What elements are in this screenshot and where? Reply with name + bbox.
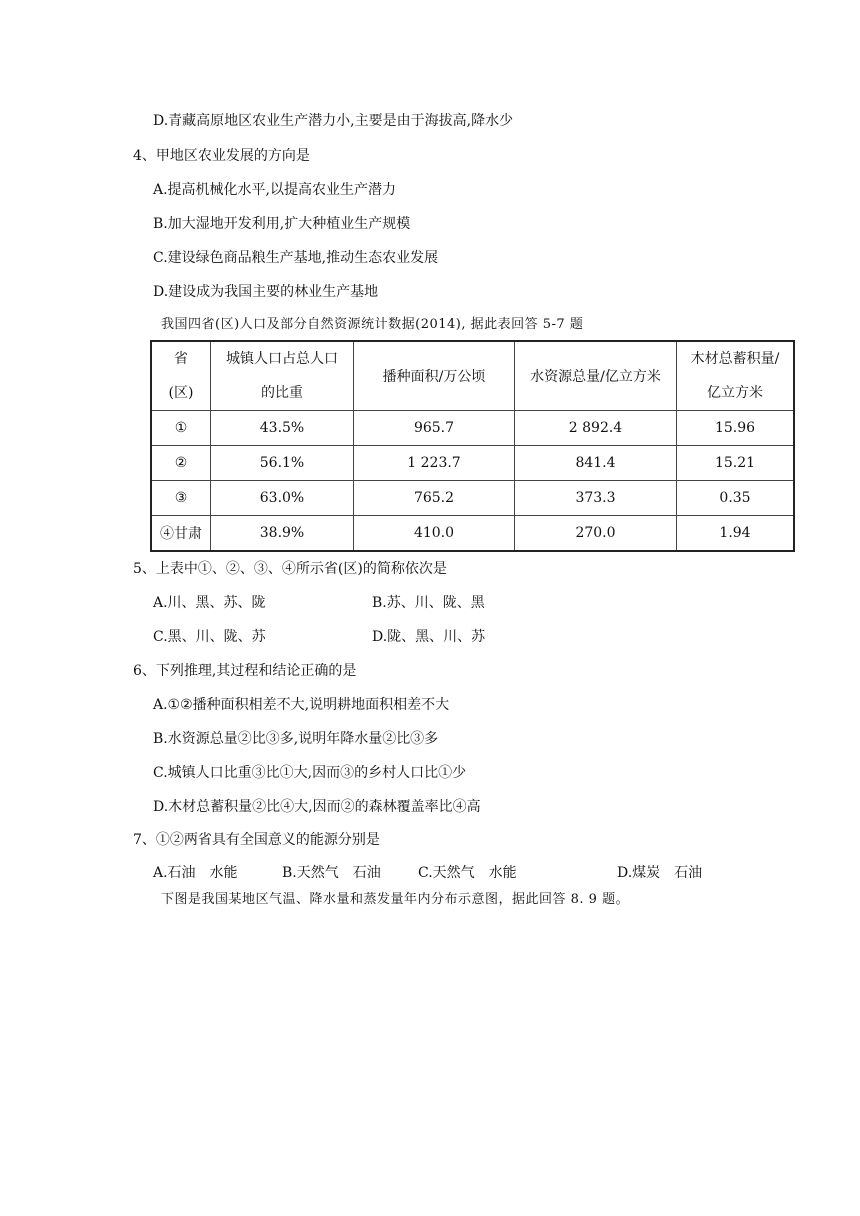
header-urban-line2: 的比重 (261, 385, 303, 401)
table-caption: 我国四省(区)人口及部分自然资源统计数据(2014), 据此表回答 5-7 题 (161, 317, 584, 332)
header-province (151, 341, 211, 411)
q4-option-d: D.建设成为我国主要的林业生产基地 (153, 284, 379, 300)
q7-option-c: C.天然气 水能 (418, 865, 517, 881)
cell-urban: 63.0% (211, 481, 354, 516)
header-water-resources: 水资源总量/亿立方米 (515, 341, 677, 411)
q3-option-d: D.青藏高原地区农业生产潜力小,主要是由于海拔高,降水少 (153, 113, 514, 129)
q4-stem: 4、甲地区农业发展的方向是 (133, 148, 310, 164)
q4-option-a: A.提高机械化水平,以提高农业生产潜力 (153, 182, 397, 198)
cell-timber: 0.35 (677, 481, 795, 516)
cell-sown: 1 223.7 (354, 446, 515, 481)
q7-option-b: B.天然气 石油 (282, 865, 381, 881)
q5-option-c: C.黑、川、陇、苏 (153, 629, 266, 645)
cell-sown: 965.7 (354, 411, 515, 446)
table-row (151, 411, 794, 446)
next-section-intro: 下图是我国某地区气温、降水量和蒸发量年内分布示意图，据此回答 8. 9 题。 (161, 892, 630, 907)
cell-timber: 15.21 (677, 446, 795, 481)
header-urban-ratio (211, 341, 354, 411)
table-header-row (151, 341, 794, 411)
q7-stem: 7、①②两省具有全国意义的能源分别是 (133, 832, 380, 848)
cell-urban: 38.9% (211, 516, 354, 552)
cell-sown: 765.2 (354, 481, 515, 516)
table-row (151, 481, 794, 516)
cell-water: 270.0 (515, 516, 677, 552)
q5-stem: 5、上表中①、②、③、④所示省(区)的简称依次是 (133, 561, 447, 577)
statistics-table (150, 340, 795, 552)
header-timber-line1: 木材总蓄积量/ (690, 351, 780, 367)
header-timber (677, 341, 795, 411)
table-row (151, 446, 794, 481)
cell-water: 841.4 (515, 446, 677, 481)
cell-timber: 15.96 (677, 411, 795, 446)
cell-sown: 410.0 (354, 516, 515, 552)
cell-timber: 1.94 (677, 516, 795, 552)
q4-option-b: B.加大湿地开发利用,扩大种植业生产规模 (153, 216, 411, 232)
q6-option-a: A.①②播种面积相差不大,说明耕地面积相差不大 (153, 697, 450, 713)
cell-urban: 56.1% (211, 446, 354, 481)
cell-water: 373.3 (515, 481, 677, 516)
q7-option-d: D.煤炭 石油 (617, 865, 703, 881)
q5-option-b: B.苏、川、陇、黑 (372, 595, 485, 611)
q5-option-d: D.陇、黑、川、苏 (372, 629, 486, 645)
cell-province: ① (151, 411, 211, 446)
table-row (151, 516, 794, 552)
cell-urban: 43.5% (211, 411, 354, 446)
header-urban-line1: 城镇人口占总人口 (226, 351, 338, 367)
header-province-line2: (区) (168, 385, 194, 401)
cell-water: 2 892.4 (515, 411, 677, 446)
q4-option-c: C.建设绿色商品粮生产基地,推动生态农业发展 (153, 250, 439, 266)
q6-option-b: B.水资源总量②比③多,说明年降水量②比③多 (153, 731, 439, 747)
header-timber-line2: 亿立方米 (707, 385, 763, 401)
q5-option-a: A.川、黑、苏、陇 (153, 595, 266, 611)
cell-province: ③ (151, 481, 211, 516)
header-sown-area: 播种面积/万公顷 (354, 341, 515, 411)
header-province-line1: 省 (174, 351, 188, 367)
cell-province: ④甘肃 (151, 516, 211, 552)
q6-option-c: C.城镇人口比重③比①大,因而③的乡村人口比①少 (153, 765, 467, 781)
q6-option-d: D.木材总蓄积量②比④大,因而②的森林覆盖率比④高 (153, 799, 481, 815)
cell-province: ② (151, 446, 211, 481)
q6-stem: 6、下列推理,其过程和结论正确的是 (133, 663, 357, 679)
q7-option-a: A.石油 水能 (153, 865, 238, 881)
